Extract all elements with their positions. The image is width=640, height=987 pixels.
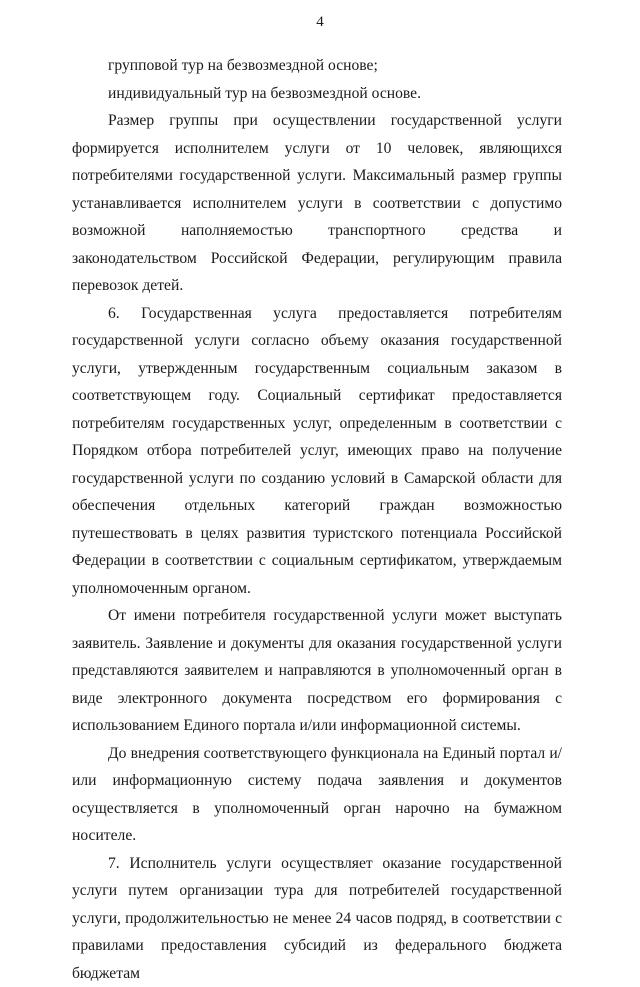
paragraph-section-7: 7. Исполнитель услуги осуществляет оказание государственной услуги путем организации тура для потребителей государственной услуги, продолжительностью не менее 24 часов подряд, в соответствии с правилами предоставления субсидий из федерального бюджета бюджетам bbox=[72, 850, 562, 987]
paragraph-applicant: От имени потребителя государственной услуги может выступать заявитель. Заявление и документы для оказания государственной услуги представляются заявителем и направляются в уполномоченный орган в виде электронного документа посредством его формирования с использованием Единого портала и/или информационной системы. bbox=[72, 602, 562, 740]
paragraph-section-6: 6. Государственная услуга предоставляется потребителям государственной услуги согласно объему оказания государственной услуги, утвержденным государственным социальным заказом в соответствующем году. Социальный сертификат предоставляется потребителям государственных услуг, определенным в соответствии с Порядком отбора потребителей услуг, имеющих право на получение государственной услуги по созданию условий в Самарской области для обеспечения отдельных категорий граждан возможностью путешествовать в целях развития туристского потенциала Российской Федерации в соответствии с социальным сертификатом, утверждаемым уполномоченным органом. bbox=[72, 300, 562, 603]
paragraph-group-size: Размер группы при осуществлении государственной услуги формируется исполнителем услуги от 10 человек, являющихся потребителями государственной услуги. Максимальный размер группы устанавливается исполнителем услуги в соответствии с допустимо возможной наполняемостью транспортного средства и законодательством Российской Федерации, регулирующим правила перевозок детей. bbox=[72, 107, 562, 300]
paragraph-paper-submission: До внедрения соответствующего функционала на Единый портал и/или информационную систему подача заявления и документов осуществляется в уполномоченный орган нарочно на бумажном носителе. bbox=[72, 740, 562, 850]
document-body bbox=[72, 52, 562, 987]
paragraph-group-tour: групповой тур на безвозмездной основе; bbox=[72, 52, 562, 80]
paragraph-individual-tour: индивидуальный тур на безвозмездной основе. bbox=[72, 80, 562, 108]
page-number: 4 bbox=[0, 14, 640, 31]
